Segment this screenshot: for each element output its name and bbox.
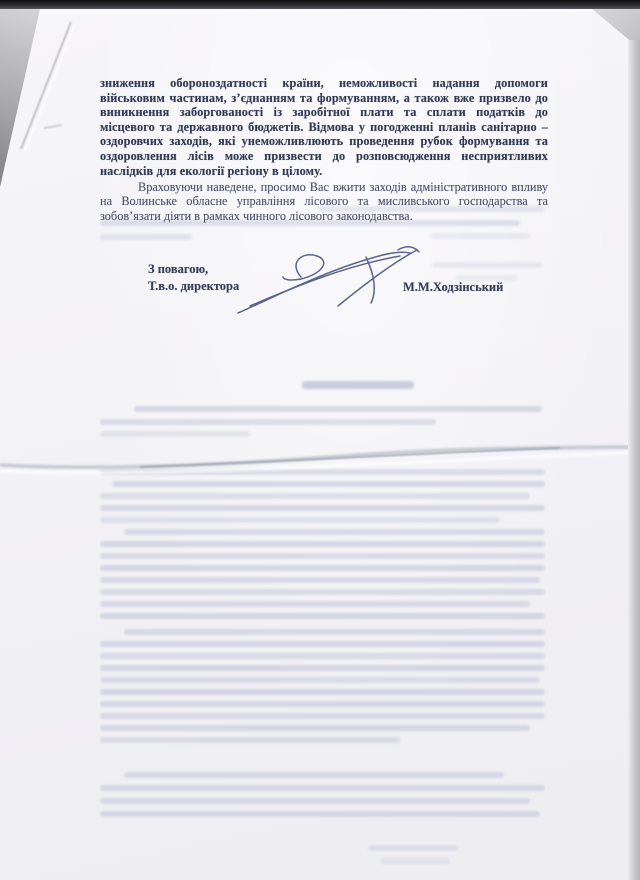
bleed-through-line (100, 737, 400, 743)
bleed-through-line (100, 493, 530, 499)
bleed-through-line (100, 431, 250, 437)
bleed-through-line (368, 845, 458, 851)
bleed-through-line (100, 589, 545, 595)
bleed-through-line (100, 553, 545, 559)
body-paragraph-2: Враховуючи наведене, просимо Вас вжити заходів адміністративного впливу на Волинське обласне управління лісового та мисливського господарства та зобов’язати діяти в рамках чинного лісового законодавства. (100, 180, 548, 223)
bleed-through-line (100, 811, 540, 817)
bleed-through-line (112, 481, 545, 487)
bleed-through-heading (302, 381, 414, 389)
bleed-through-line (124, 772, 504, 778)
bleed-through-line (100, 517, 500, 523)
bleed-through-line (100, 665, 545, 671)
bleed-through-line (100, 713, 545, 719)
bleed-through-line (430, 233, 530, 239)
bleed-through-line (100, 613, 545, 619)
scan-background-corner (0, 9, 40, 187)
bleed-through-line (100, 677, 540, 683)
body-paragraph-1: зниження обороноздатності країни, неможливості надання допомоги військовим частинам, з’єднанням та формуванням, а також вже призвело до виникнення заборгованості із заробітної плати та сплати податків до місцевого та державного бюджетів. Відмова у погодженні планів санітарно – оздоровчих заходів, які унеможливлюють проведення рубок формування та оздоровлення лісів може призвести до розповсюдження несприятливих наслідків для екології регіону в цілому. (100, 76, 548, 178)
bleed-through-line (124, 529, 545, 535)
bleed-through-line (100, 725, 530, 731)
signer-title: Т.в.о. директора (148, 278, 240, 293)
bleed-through-line (100, 469, 545, 475)
bleed-through-line (134, 406, 542, 412)
page-right-edge-shadow (628, 40, 640, 880)
page-top-edge (0, 9, 640, 16)
letter-body (100, 76, 548, 223)
bleed-through-line (100, 701, 545, 707)
bleed-through-line (100, 798, 530, 804)
closing-salutation: З повагою, (148, 262, 209, 276)
bleed-through-line (100, 689, 545, 695)
closing-block (148, 261, 239, 294)
bleed-through-line (100, 785, 545, 791)
bleed-through-line (100, 541, 545, 547)
page-left-edge-shadow (0, 185, 4, 880)
bleed-through-line (100, 419, 436, 425)
signer-name: М.М.Ходзінський (403, 280, 504, 294)
bleed-through-line (432, 262, 542, 268)
bleed-through-line (100, 641, 545, 647)
bleed-through-line (100, 234, 192, 240)
bleed-through-line (380, 858, 450, 864)
bleed-through-line (100, 505, 545, 511)
bleed-through-line (100, 653, 545, 659)
bleed-through-line (100, 577, 540, 583)
bleed-through-line (124, 629, 545, 635)
bleed-through-line (100, 601, 530, 607)
scanner-edge-bar (0, 0, 640, 9)
bleed-through-line (100, 565, 545, 571)
